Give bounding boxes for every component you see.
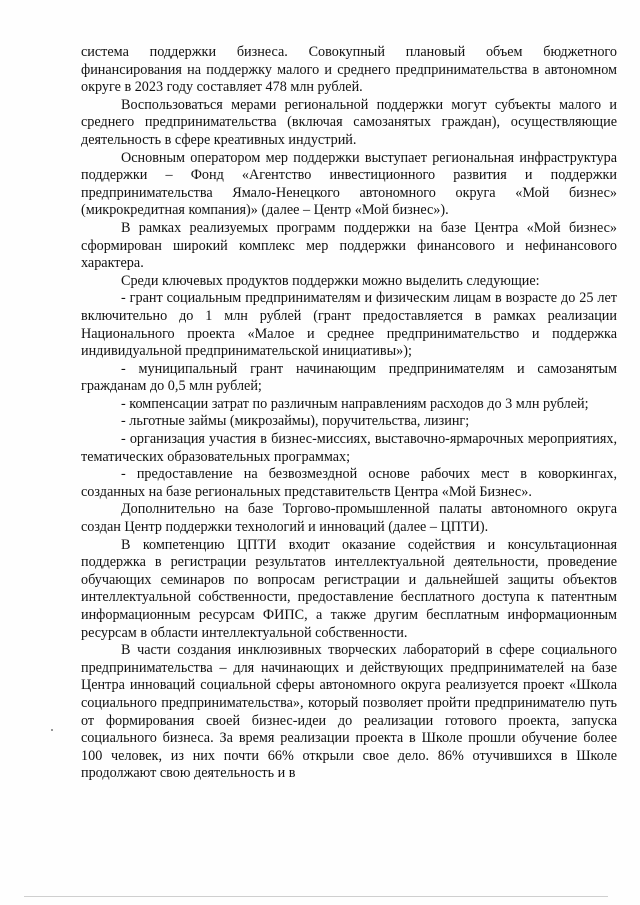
paragraph: Дополнительно на базе Торгово-промышленной палаты автономного округа создан Центр поддержки технологий и инноваций (далее – ЦПТИ).	[81, 501, 617, 536]
list-item: - компенсации затрат по различным направлениям расходов до 3 млн рублей;	[121, 395, 589, 412]
scan-speck	[51, 729, 53, 731]
list-item: - льготные займы (микрозаймы), поручительства, лизинг;	[121, 413, 470, 430]
page-bottom-rule	[24, 896, 608, 897]
paragraph: Среди ключевых продуктов поддержки можно выделить следующие:	[121, 272, 540, 289]
document-body	[81, 44, 617, 783]
paragraph: В части создания инклюзивных творческих лабораторий в сфере социального предпринимательства – для начинающих и действующих предпринимателей на базе Центра инноваций социальной сферы автономного округа реализуется проект «Школа социального предпринимательства», который позволяет пройти предпринимателю путь от формирования своей бизнес-идеи до реализации готового проекта, запуска социального бизнеса. За время реализации проекта в Школе прошли обучение более 100 человек, из них почти 66% открыли свое дело. 86% отучившихся в Школе продолжают свою деятельность и в	[81, 642, 617, 782]
paragraph: Основным оператором мер поддержки выступает региональная инфраструктура поддержки – Фонд «Агентство инвестиционного развития и поддержки предпринимательства Ямало-Ненецкого автономного округа «Мой бизнес» (микрокредитная компания)» (далее – Центр «Мой бизнес»).	[81, 149, 617, 219]
paragraph: система поддержки бизнеса. Совокупный плановый объем бюджетного финансирования на поддержку малого и среднего предпринимательства в автономном округе в 2023 году составляет 478 млн рублей.	[81, 44, 617, 96]
list-item: - предоставление на безвозмездной основе рабочих мест в коворкингах, созданных на базе региональных представительств Центра «Мой Бизнес».	[81, 466, 617, 500]
list-item: - грант социальным предпринимателям и физическим лицам в возрасте до 25 лет включительно до 1 млн рублей (грант предоставляется в рамках реализации Национального проекта «Малое и среднее предпринимательство и поддержка индивидуальной предпринимательской инициативы»);	[81, 290, 617, 360]
paragraph: Воспользоваться мерами региональной поддержки могут субъекты малого и среднего предпринимательства (включая самозанятых граждан), осуществляющие деятельность в сфере креативных индустрий.	[81, 96, 617, 148]
list-item: - муниципальный грант начинающим предпринимателям и самозанятым гражданам до 0,5 млн рублей;	[81, 360, 617, 395]
list-item: - организация участия в бизнес-миссиях, выставочно-ярмарочных мероприятиях, тематических образовательных программах;	[81, 431, 617, 465]
paragraph: В рамках реализуемых программ поддержки на базе Центра «Мой бизнес» сформирован широкий комплекс мер поддержки финансового и нефинансового характера.	[81, 219, 617, 272]
paragraph: В компетенцию ЦПТИ входит оказание содействия и консультационная поддержка в регистрации результатов интеллектуальной деятельности, проведение обучающих семинаров по вопросам регистрации и дальнейшей защиты объектов интеллектуальной собственности, предоставление бесплатного доступа к патентным информационным ресурсам ФИПС, а также другим бесплатным информационным ресурсам в области интеллектуальной собственности.	[81, 536, 617, 641]
